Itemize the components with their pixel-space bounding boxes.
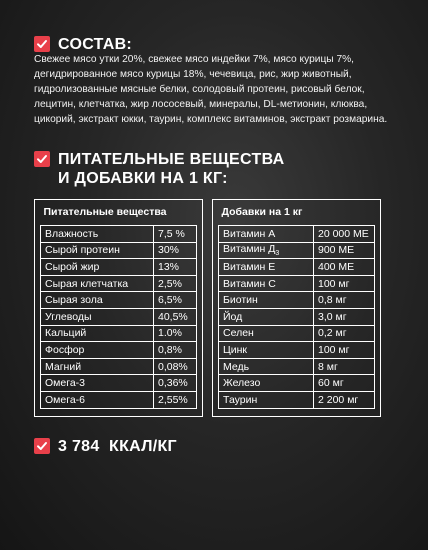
row-name-text: Цинк	[223, 343, 248, 356]
table-row	[41, 325, 197, 342]
energy-value: 3 784 ККАЛ/КГ	[58, 438, 177, 455]
additives-table	[212, 199, 381, 417]
checkmark-icon	[34, 151, 50, 167]
row-name-text: Витамин С	[223, 277, 276, 290]
table-row	[41, 226, 197, 243]
row-name-text: Витамин Е	[223, 260, 276, 273]
row-name-text: Витамин Д	[223, 243, 276, 256]
row-value: 0,8%	[154, 342, 197, 359]
row-name-text: Таурин	[223, 393, 258, 406]
nutrients-title-line1: ПИТАТЕЛЬНЫЕ ВЕЩЕСТВА	[58, 151, 285, 168]
table-row	[41, 292, 197, 309]
row-name-text: Омега-6	[45, 393, 86, 406]
row-value: 2,5%	[154, 275, 197, 292]
row-value: 30%	[154, 242, 197, 259]
row-value: 0,2 мг	[314, 325, 375, 342]
row-name	[41, 308, 154, 325]
row-name-text: Омега-3	[45, 377, 86, 390]
row-name-text: Сырая клетчатка	[45, 277, 129, 290]
table-row	[219, 226, 375, 243]
row-name	[219, 325, 314, 342]
row-value: 60 мг	[314, 375, 375, 392]
table-row	[41, 358, 197, 375]
table-row	[219, 242, 375, 259]
row-name	[41, 292, 154, 309]
composition-title: СОСТАВ:	[58, 36, 133, 53]
row-name-text: Углеводы	[45, 310, 92, 323]
row-name-text: Сырая зола	[45, 294, 103, 307]
table-row	[219, 325, 375, 342]
row-value: 0,8 мг	[314, 292, 375, 309]
row-name-text: Фосфор	[45, 343, 85, 356]
row-value: 20 000 МЕ	[314, 226, 375, 243]
row-name-text: Кальций	[45, 327, 87, 340]
row-name	[219, 259, 314, 276]
row-name-text: Йод	[223, 310, 243, 323]
row-name-text: Селен	[223, 327, 254, 340]
row-name-text: Железо	[223, 377, 261, 390]
row-value: 2,55%	[154, 391, 197, 408]
row-name-subscript: 3	[275, 250, 280, 258]
row-value: 900 МЕ	[314, 242, 375, 259]
table-row	[219, 308, 375, 325]
row-name	[41, 391, 154, 408]
nutrients-table	[34, 199, 203, 417]
row-name	[41, 342, 154, 359]
row-value: 8 мг	[314, 358, 375, 375]
table-row	[41, 391, 197, 408]
row-value: 7,5 %	[154, 226, 197, 243]
table-row	[219, 391, 375, 408]
row-name	[41, 375, 154, 392]
row-name	[219, 391, 314, 408]
row-name	[41, 325, 154, 342]
table-row	[41, 342, 197, 359]
table-row	[41, 242, 197, 259]
row-name	[219, 375, 314, 392]
table-row	[41, 259, 197, 276]
row-name	[41, 358, 154, 375]
checkmark-icon	[34, 36, 50, 52]
row-name-text: Сырой протеин	[45, 244, 120, 257]
row-name-text: Витамин А	[223, 227, 276, 240]
row-name-text: Сырой жир	[45, 260, 100, 273]
row-value: 100 мг	[314, 342, 375, 359]
checkmark-icon	[34, 438, 50, 454]
row-value: 0,08%	[154, 358, 197, 375]
row-name	[41, 242, 154, 259]
row-name-text: Медь	[223, 360, 250, 373]
row-name	[219, 226, 314, 243]
additives-table-header: Добавки на 1 кг	[221, 206, 303, 218]
table-row	[219, 358, 375, 375]
table-row	[219, 292, 375, 309]
row-name	[219, 308, 314, 325]
row-name	[41, 226, 154, 243]
table-row	[41, 375, 197, 392]
table-row	[41, 275, 197, 292]
row-name-text: Магний	[45, 360, 82, 373]
table-row	[219, 275, 375, 292]
nutrients-table-header: Питательные вещества	[43, 206, 167, 218]
table-row	[219, 342, 375, 359]
row-name	[219, 358, 314, 375]
row-value: 400 МЕ	[314, 259, 375, 276]
table-row	[219, 375, 375, 392]
row-value: 0,36%	[154, 375, 197, 392]
row-name	[219, 275, 314, 292]
composition-text: Свежее мясо утки 20%, свежее мясо индейки 7%, мясо курицы 7%, дегидрированное мясо курицы 18%, чечевица, рис, жир животный, гидролизованные мясные белки, солодовый протеин, рисовый белок, лецитин, клетчатка, жир лососевый, минералы, DL-метионин, клюква, цикорий, экстракт юкки, таурин, комплекс витаминов, экстракт розмарина.	[34, 54, 388, 125]
row-name	[219, 292, 314, 309]
row-value: 13%	[154, 259, 197, 276]
nutrients-title-line2: И ДОБАВКИ НА 1 КГ:	[58, 170, 228, 187]
row-name-text: Влажность	[45, 227, 99, 240]
row-name	[219, 242, 314, 259]
row-value: 100 мг	[314, 275, 375, 292]
row-name	[41, 275, 154, 292]
table-row	[219, 259, 375, 276]
row-value: 40,5%	[154, 308, 197, 325]
nutrients-section-title	[58, 150, 284, 188]
row-value: 3,0 мг	[314, 308, 375, 325]
row-value: 2 200 мг	[314, 391, 375, 408]
row-name	[41, 259, 154, 276]
table-row	[41, 308, 197, 325]
row-value: 6,5%	[154, 292, 197, 309]
row-name	[219, 342, 314, 359]
row-name-text: Биотин	[223, 294, 258, 307]
row-value: 1.0%	[154, 325, 197, 342]
